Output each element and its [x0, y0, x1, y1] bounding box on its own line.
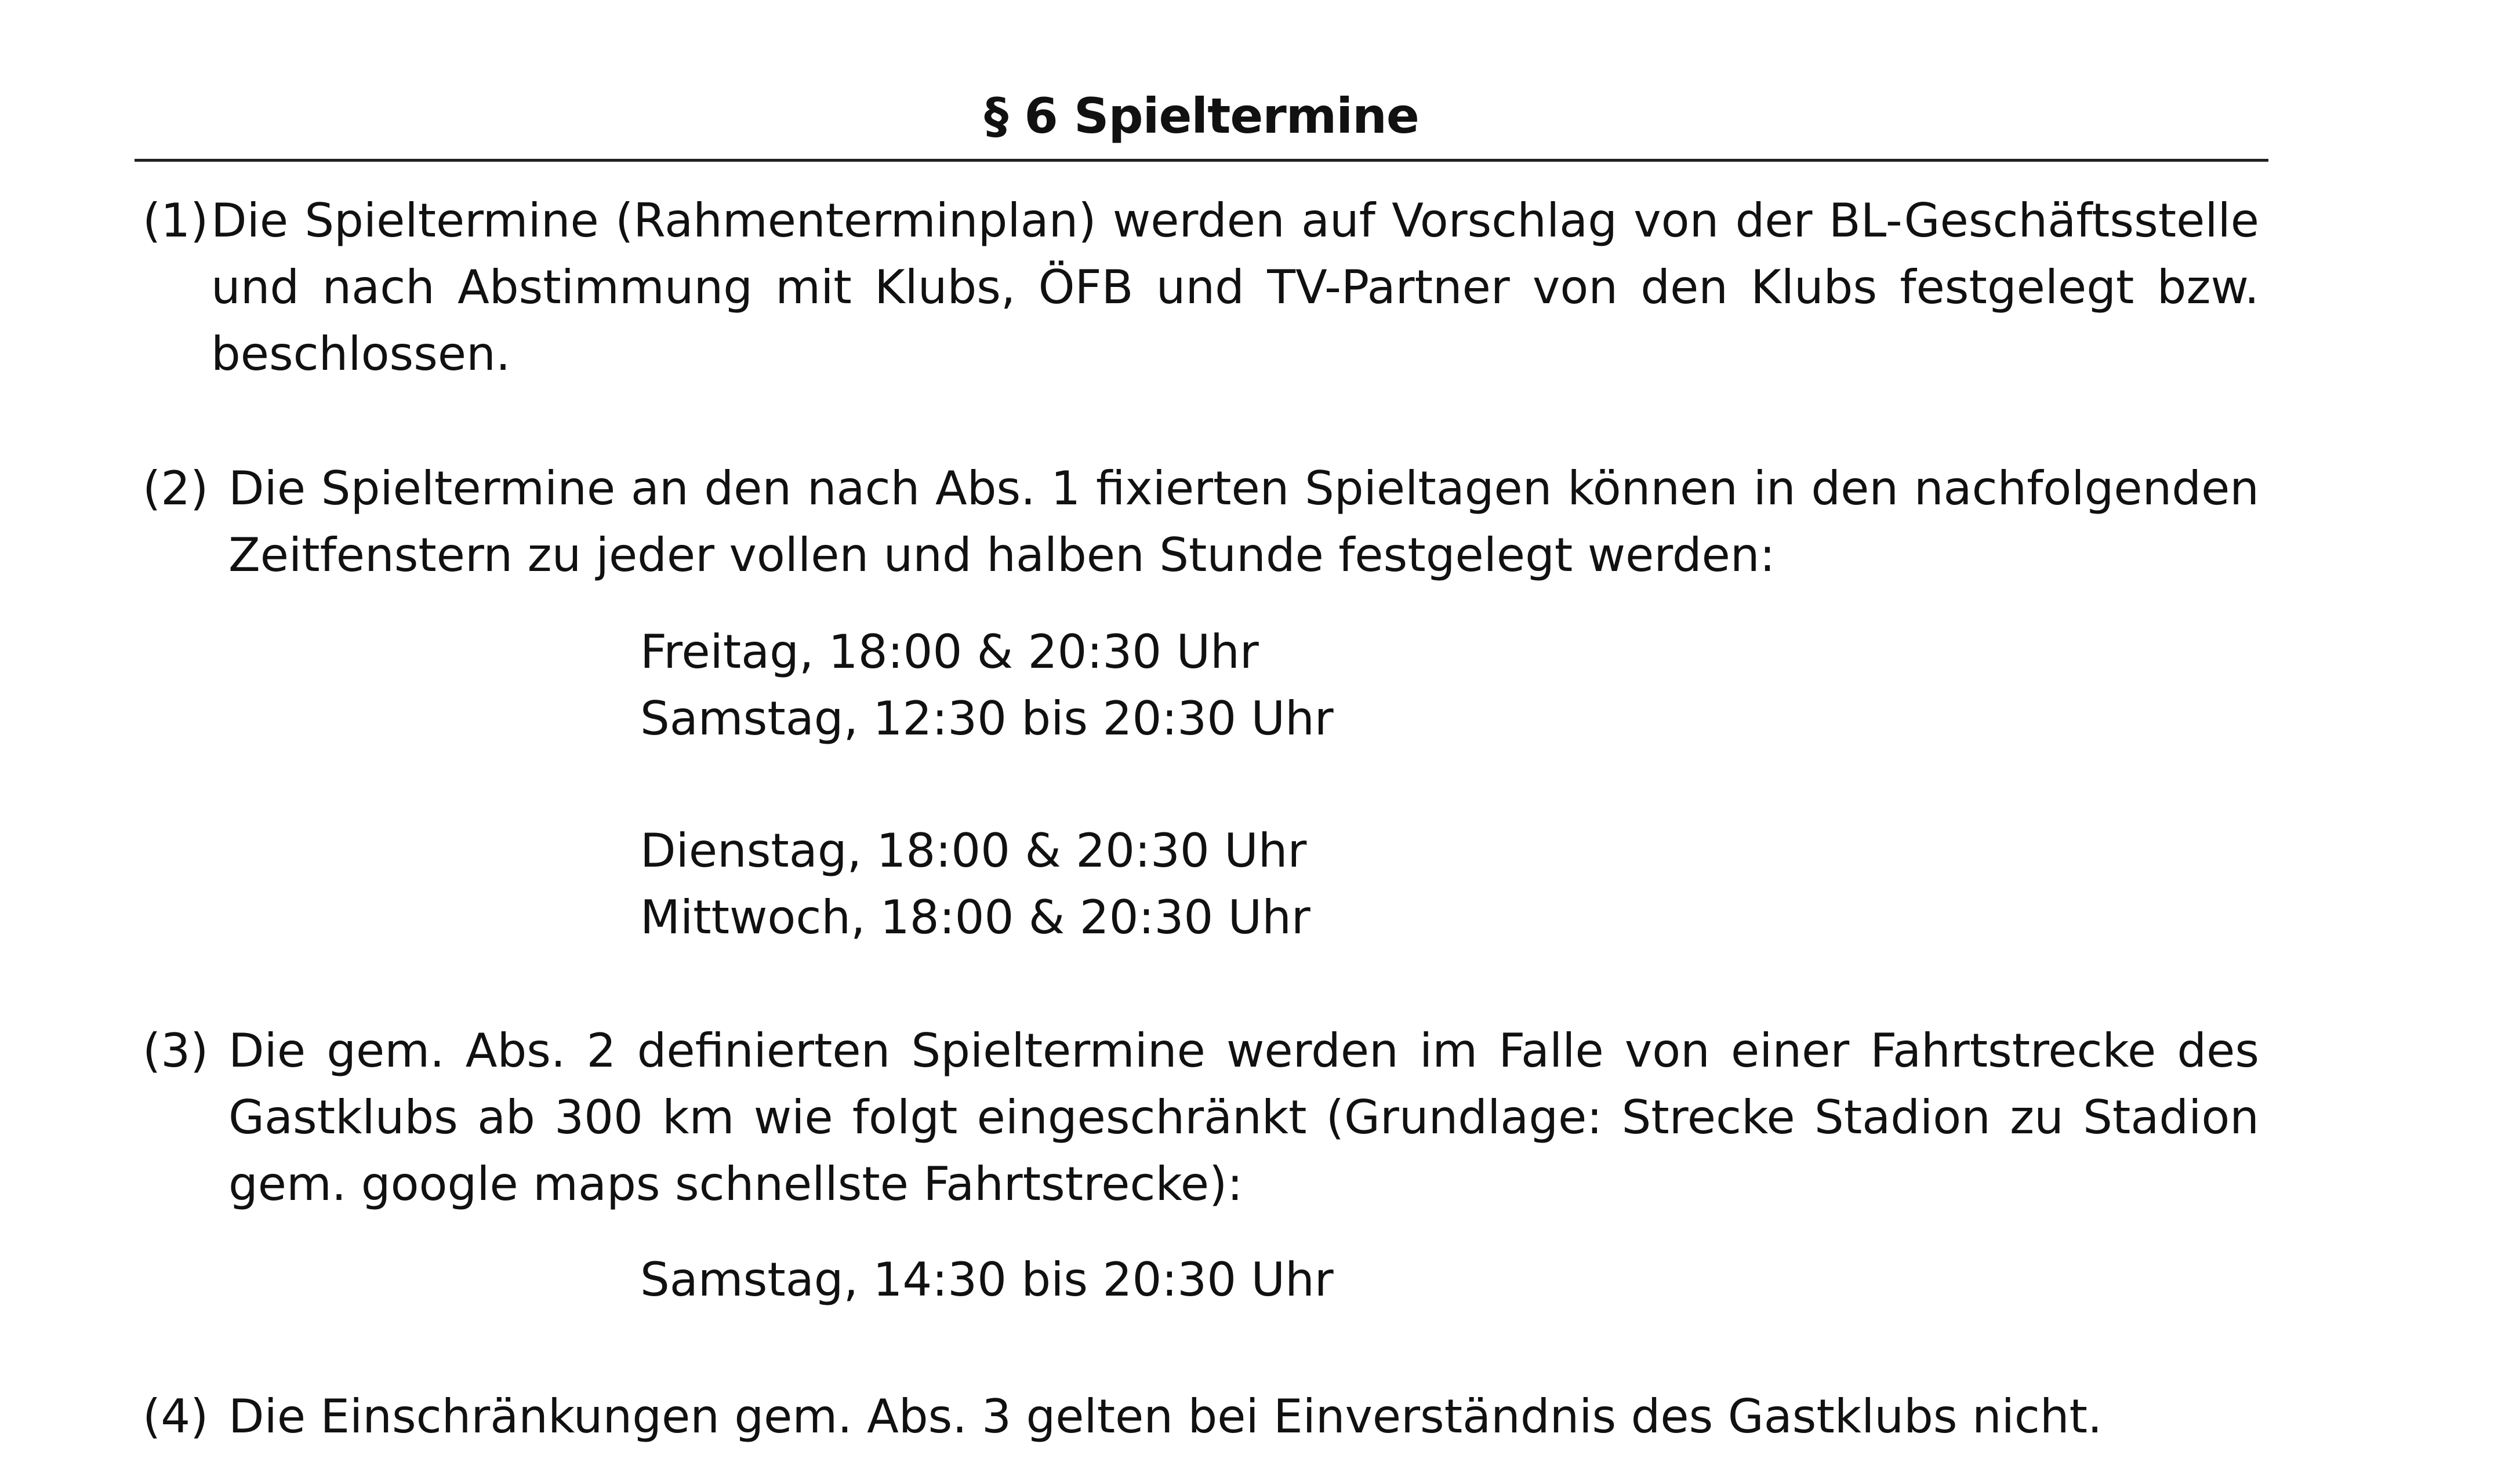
paragraph-2-number: (2) — [143, 461, 209, 515]
paragraph-2-text: Die Spieltermine an den nach Abs. 1 fixierten Spieltagen können in den nachfolgenden Zeitfenstern zu jeder vollen und halben Stunde festgelegt werden: — [228, 461, 2259, 582]
time-windows-weekend — [640, 619, 1334, 752]
time-windows-restricted — [640, 1246, 1334, 1313]
paragraph-3 — [143, 1017, 2259, 1217]
time-window-saturday-restricted: Samstag, 14:30 bis 20:30 Uhr — [640, 1253, 1334, 1307]
paragraph-1-number: (1) — [143, 194, 209, 248]
time-window-saturday: Samstag, 12:30 bis 20:30 Uhr — [640, 692, 1334, 745]
time-window-wednesday: Mittwoch, 18:00 & 20:30 Uhr — [640, 890, 1310, 944]
title-divider — [135, 159, 2268, 162]
time-window-friday: Freitag, 18:00 & 20:30 Uhr — [640, 625, 1259, 679]
paragraph-4-number: (4) — [143, 1390, 209, 1443]
paragraph-3-text: Die gem. Abs. 2 definierten Spieltermine werden im Falle von einer Fahrtstrecke des Gastklubs ab 300 km wie folgt eingeschränkt (Grundlage: Strecke Stadion zu Stadion gem. google maps schnellste Fahrtstrecke): — [228, 1024, 2259, 1211]
paragraph-1-text: Die Spieltermine (Rahmenterminplan) werden auf Vorschlag von der BL-Geschäftsstelle und nach Abstimmung mit Klubs, ÖFB und TV-Partner von den Klubs festgelegt bzw. beschlossen. — [211, 194, 2259, 381]
section-title: § 6 Spieltermine — [984, 88, 1419, 144]
paragraph-4 — [143, 1383, 2259, 1450]
paragraph-2 — [143, 455, 2259, 588]
paragraph-1 — [143, 187, 2259, 387]
time-window-tuesday: Dienstag, 18:00 & 20:30 Uhr — [640, 824, 1307, 878]
paragraph-4-text: Die Einschränkungen gem. Abs. 3 gelten bei Einverständnis des Gastklubs nicht. — [228, 1390, 2103, 1443]
paragraph-3-number: (3) — [143, 1024, 209, 1078]
time-windows-midweek — [640, 817, 1310, 951]
